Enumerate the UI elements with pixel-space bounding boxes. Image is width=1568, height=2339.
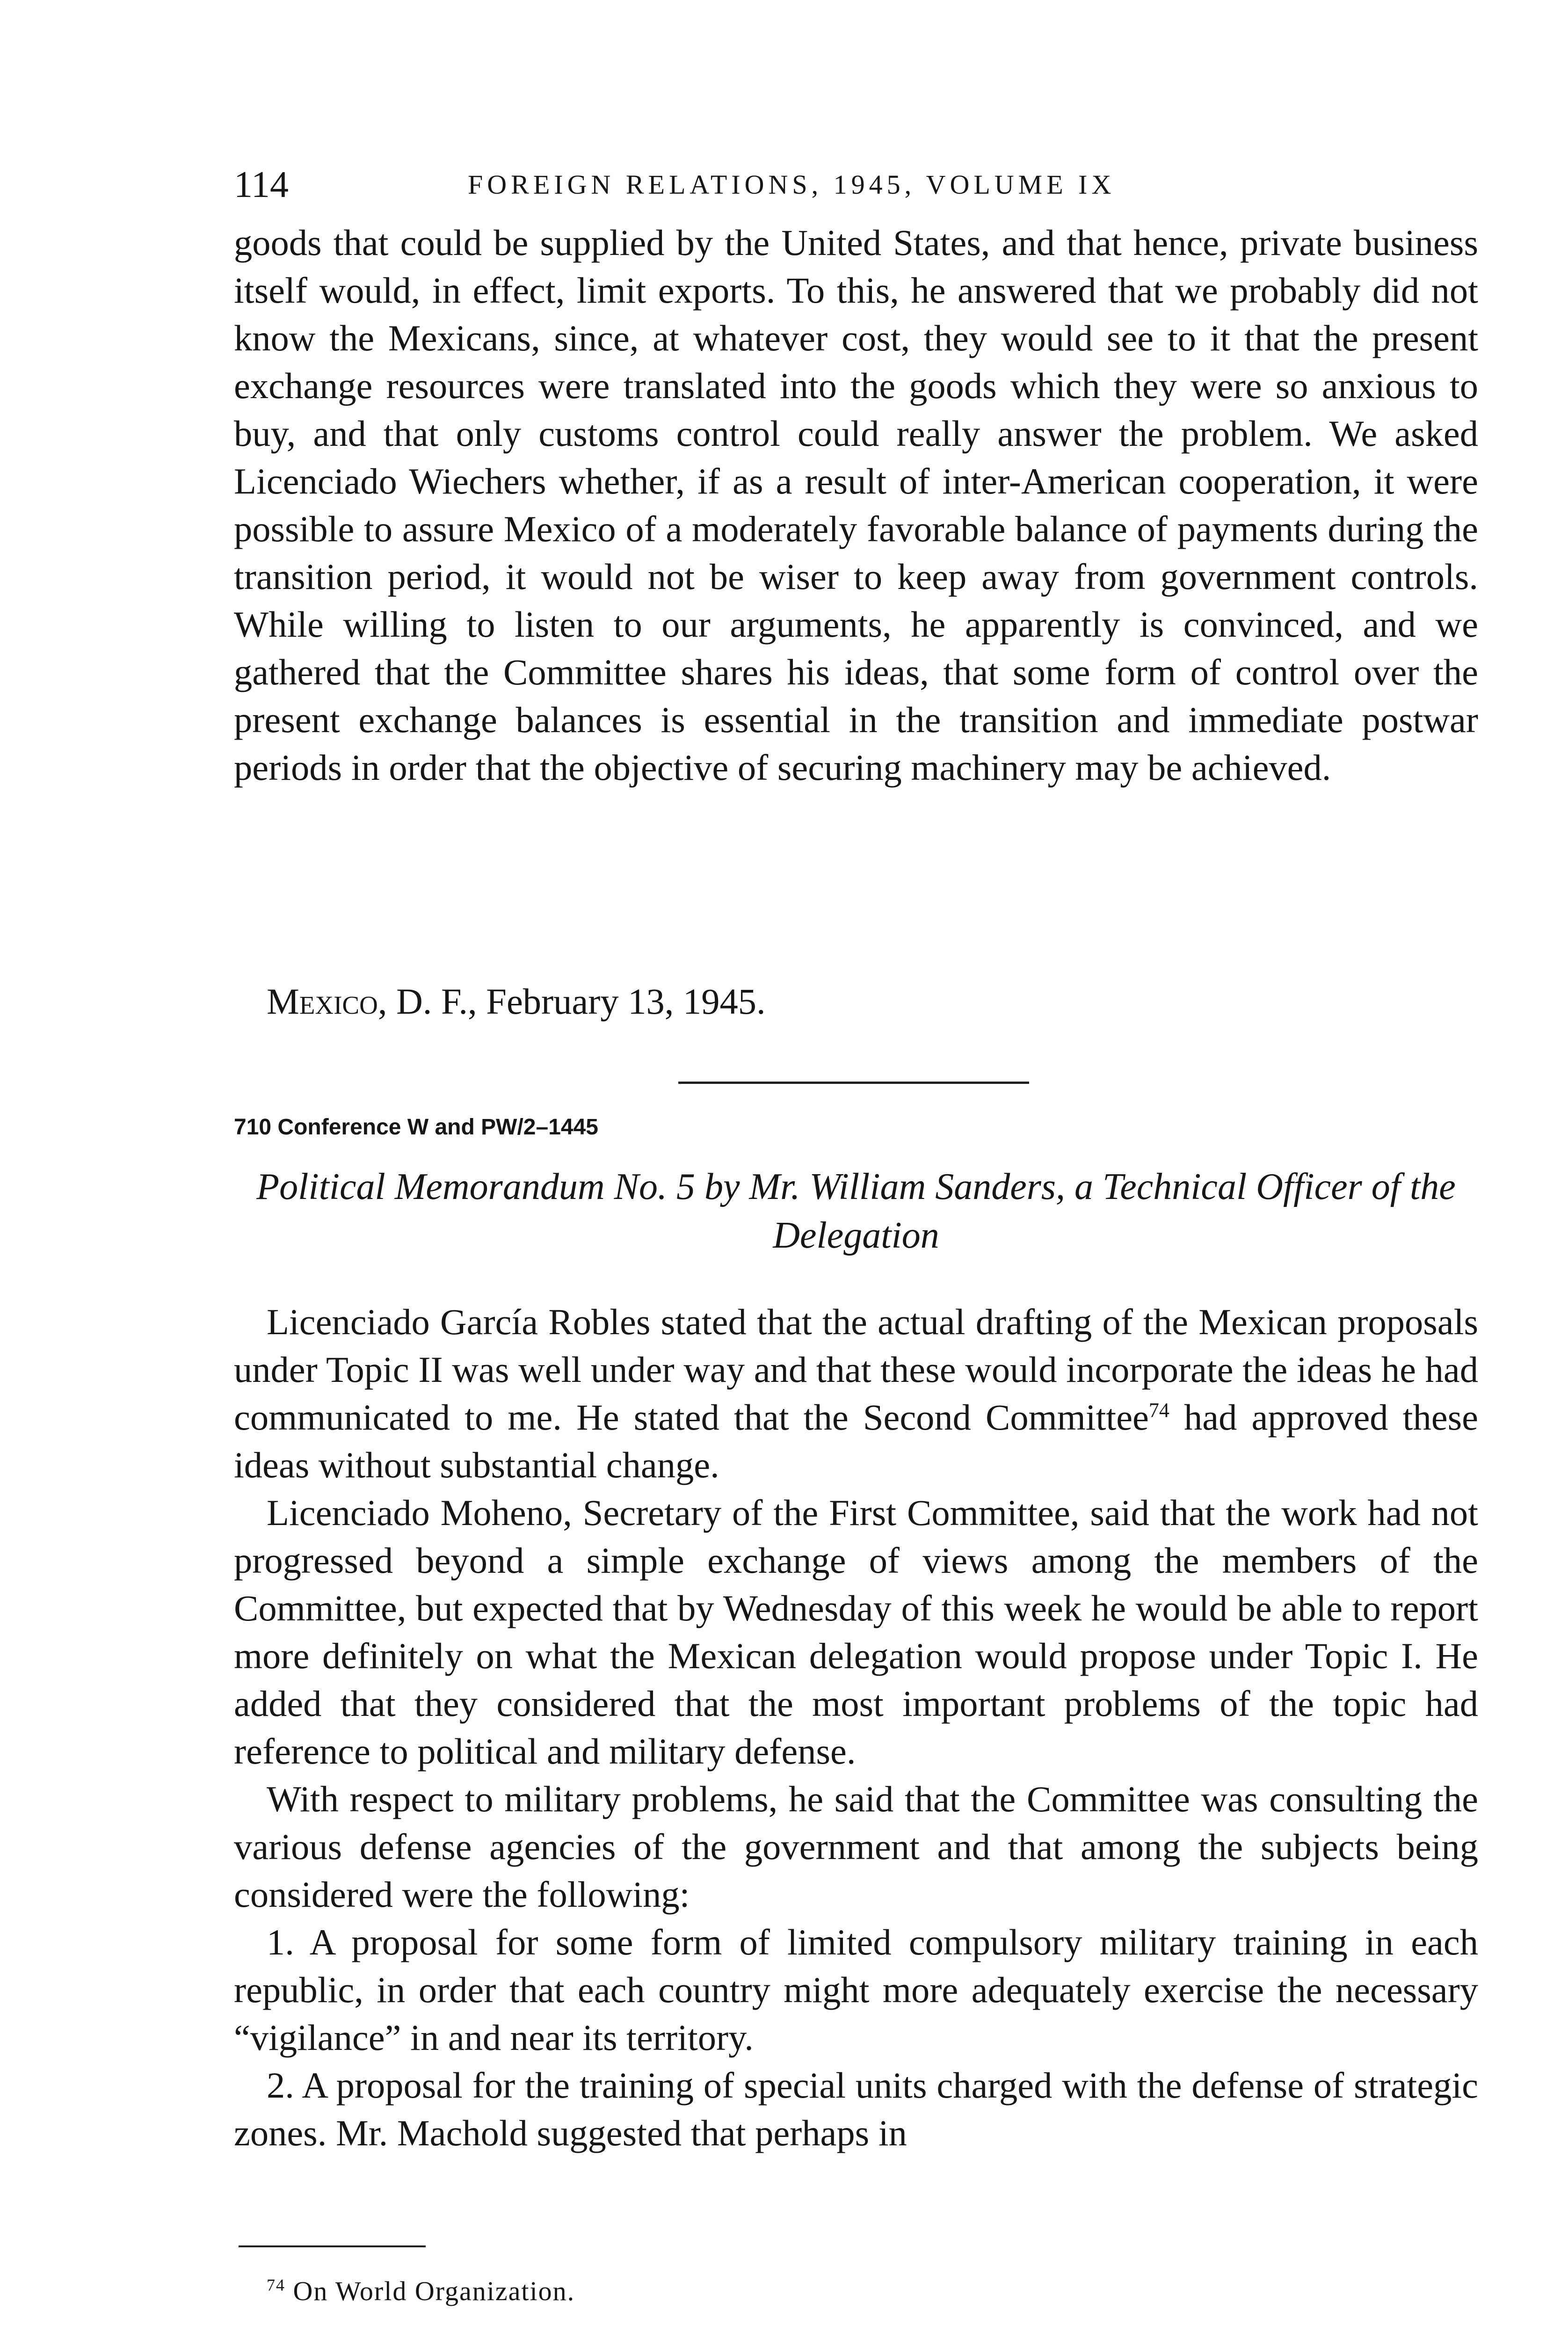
- page-number: 114: [234, 164, 289, 205]
- paragraph-text-continued: had approved these ideas without substantial change.: [234, 1397, 1478, 1485]
- paragraph-garcia-robles: [234, 1298, 1478, 1489]
- footnote-divider: [239, 2245, 426, 2247]
- footnote-reference[interactable]: 74: [1148, 1398, 1169, 1422]
- dateline-place: Mexico: [267, 981, 378, 1022]
- running-head: FOREIGN RELATIONS, 1945, VOLUME IX: [468, 169, 1116, 200]
- footnote: [267, 2273, 575, 2310]
- continuation-paragraph: goods that could be supplied by the United States, and that hence, private business itself would, in effect, limit exports. To this, he answered that we probably did not know the Mexicans, since, at whatever cost, they would see to it that the present exchange resources were translated into the goods which they were so anxious to buy, and that only customs control could really answer the problem. We asked Licenciado Wiechers whether, if as a result of inter-American cooperation, it were possible to assure Mexico of a moderately favorable balance of payments during the transition period, it would not be wiser to keep away from government controls. While willing to listen to our arguments, he apparently is convinced, and we gathered that the Committee shares his ideas, that some form of control over the present exchange balances is essential in the transition and immediate postwar periods in order that the objective of securing machinery may be achieved.: [234, 222, 1478, 788]
- continuation-text: [234, 219, 1478, 792]
- document-title: Political Memorandum No. 5 by Mr. William Sanders, a Technical Officer of the Delegation: [256, 1166, 1456, 1256]
- paragraph-moheno: Licenciado Moheno, Secretary of the First Committee, said that the work had not progressed beyond a simple exchange of views among the members of the Committee, but expected that by Wednesday of this week he would be able to report more definitely on what the Mexican delegation would propose under Topic I. He added that they considered that the most important problems of the topic had reference to political and military defense.: [234, 1492, 1478, 1772]
- page-header: [234, 159, 1478, 211]
- memorandum-body: [234, 1298, 1478, 2157]
- list-item-1: 1. A proposal for some form of limited compulsory military training in each republic, in order that each country might more adequately exercise the necessary “vigilance” in and near its territory.: [234, 1922, 1478, 2058]
- footnote-text: On World Organization.: [285, 2276, 575, 2306]
- dateline-date: , D. F., February 13, 1945.: [377, 981, 766, 1022]
- paragraph-military-problems: With respect to military problems, he said that the Committee was consulting the various defense agencies of the government and that among the subjects being considered were the following:: [234, 1779, 1478, 1915]
- dateline: [267, 978, 766, 1025]
- footnote-marker: 74: [267, 2275, 285, 2295]
- document-reference: 710 Conference W and PW/2–1445: [234, 1115, 598, 1140]
- paragraph-text: Licenciado García Robles stated that the actual drafting of the Mexican proposals under Topic II was well under way and that these would incorporate the ideas he had communicated to me. He stated that the Second Committee: [234, 1301, 1478, 1438]
- list-item-2: 2. A proposal for the training of special units charged with the defense of strategic zones. Mr. Machold suggested that perhaps in: [234, 2065, 1478, 2153]
- section-divider: [678, 1082, 1029, 1084]
